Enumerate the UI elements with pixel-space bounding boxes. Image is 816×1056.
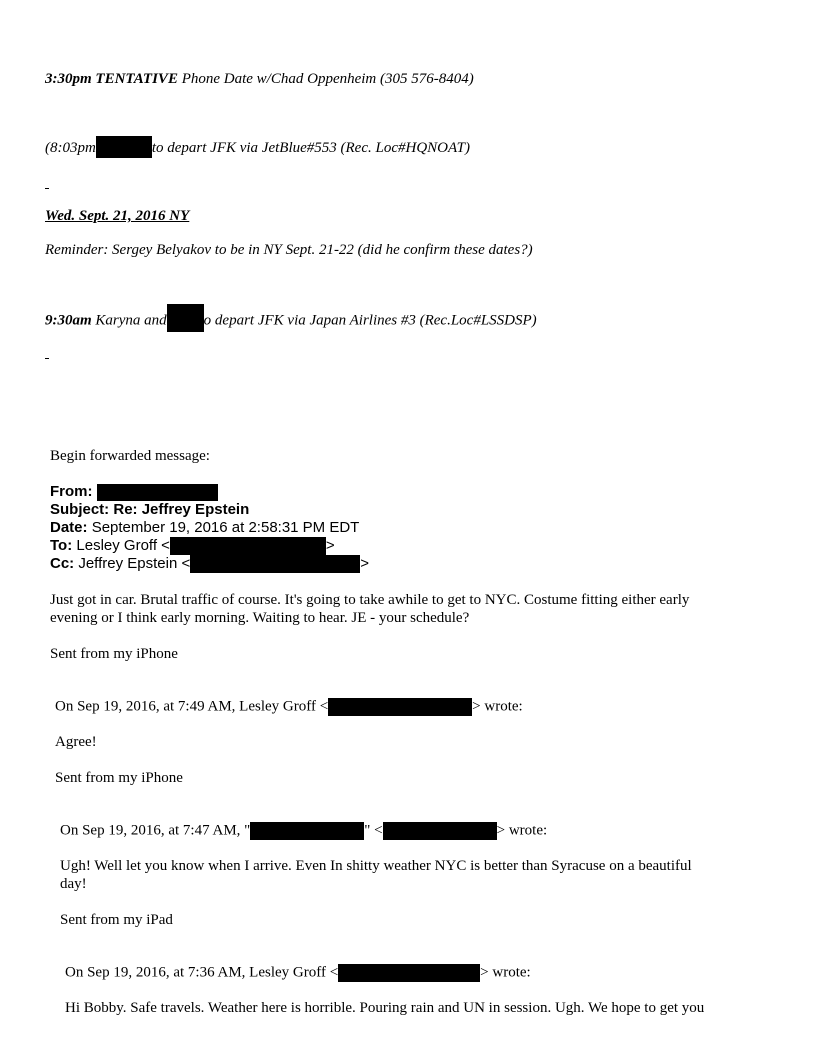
header-from	[50, 483, 218, 501]
quote3-tail: > wrote:	[480, 964, 531, 981]
redaction-box	[190, 555, 360, 573]
agree-text: Agree!	[55, 734, 97, 750]
header-subject	[50, 501, 249, 519]
separator-dash	[45, 188, 49, 189]
body1-line2: evening or I think early morning. Waiting to hear. JE - your schedule?	[50, 610, 470, 626]
quote2-mid: " <	[364, 822, 383, 839]
quote3-head: On Sep 19, 2016, at 7:36 AM, Lesley Groff <	[65, 964, 339, 981]
signature-ipad: Sent from my iPad	[60, 912, 173, 928]
date-value: September 19, 2016 at 2:58:31 PM EDT	[91, 519, 360, 536]
signature-iphone-2: Sent from my iPhone	[55, 770, 183, 786]
line1-time: 3:30pm	[45, 71, 92, 87]
quote1-head: On Sep 19, 2016, at 7:49 AM, Lesley Groff <	[55, 698, 329, 715]
separator-dash	[45, 358, 49, 359]
quote2-header	[60, 822, 547, 840]
quote1-tail: > wrote:	[472, 698, 523, 715]
body2-line1: Ugh! Well let you know when I arrive. Even In shitty weather NYC is better than Syracuse on a beautiful	[60, 858, 692, 874]
schedule-line-phone-date	[45, 71, 474, 88]
header-to	[50, 537, 335, 555]
line3-time: 9:30am	[45, 312, 92, 329]
to-value: Lesley Groff <	[76, 537, 170, 554]
redaction-box	[96, 136, 152, 158]
header-date	[50, 519, 359, 537]
redaction-box	[97, 484, 218, 501]
redaction-box	[250, 822, 364, 840]
line2-text: to depart JFK via JetBlue#553 (Rec. Loc#HQNOAT)	[151, 139, 470, 156]
cc-label: Cc:	[50, 555, 75, 572]
line1-text: Phone Date w/Chad Oppenheim (305 576-8404)	[181, 71, 474, 87]
cc-value: Jeffrey Epstein <	[78, 555, 191, 572]
schedule-line-japan-airlines	[45, 310, 537, 332]
signature-iphone: Sent from my iPhone	[50, 646, 178, 662]
cc-close: >	[360, 555, 369, 572]
line3-prefix: Karyna and	[95, 312, 167, 329]
header-cc	[50, 555, 369, 573]
to-close: >	[325, 537, 335, 554]
body1-line1: Just got in car. Brutal traffic of course. It's going to take awhile to get to NYC. Costume fitting either early	[50, 592, 690, 608]
schedule-line-jetblue	[45, 139, 470, 158]
date-label: Date:	[50, 519, 88, 536]
redaction-box	[167, 304, 204, 332]
redaction-box	[383, 822, 497, 840]
redaction-box	[170, 537, 326, 555]
to-label: To:	[50, 537, 73, 554]
redaction-box	[338, 964, 480, 982]
line1-tag: TENTATIVE	[95, 71, 178, 87]
from-label: From:	[50, 483, 93, 500]
begin-forwarded: Begin forwarded message:	[50, 448, 210, 464]
line2-prefix: (8:03pm	[45, 139, 96, 156]
subject-value: Re: Jeffrey Epstein	[113, 501, 250, 518]
quote2-head: On Sep 19, 2016, at 7:47 AM, "	[60, 822, 251, 839]
line3-text: o depart JFK via Japan Airlines #3 (Rec.Loc#LSSDSP)	[203, 312, 537, 329]
reminder-line: Reminder: Sergey Belyakov to be in NY Sept. 21-22 (did he confirm these dates?)	[45, 242, 533, 258]
body3-line1: Hi Bobby. Safe travels. Weather here is horrible. Pouring rain and UN in session. Ugh. We hope to get you	[65, 1000, 705, 1016]
redaction-box	[328, 698, 472, 716]
body2-line2: day!	[60, 876, 87, 892]
quote2-tail: > wrote:	[496, 822, 548, 839]
date-heading: Wed. Sept. 21, 2016 NY	[45, 208, 190, 224]
subject-label: Subject:	[50, 501, 110, 518]
quote1-header	[55, 698, 523, 716]
quote3-header	[65, 964, 531, 982]
